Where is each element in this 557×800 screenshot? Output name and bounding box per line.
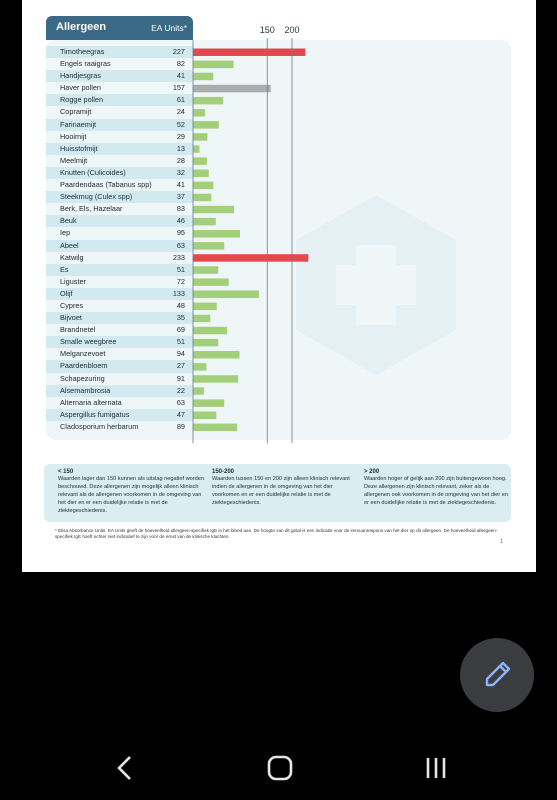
bar-farinaemijt [193, 121, 219, 129]
ea-value: 48 [176, 300, 185, 310]
bar-melganzevoet [193, 351, 240, 359]
tick-label-200: 200 [284, 25, 300, 35]
legend-high [364, 468, 512, 508]
bar-aspergillus-fumigatus [193, 412, 216, 420]
allergen-name: Haver pollen [60, 83, 101, 93]
allergen-name: Copramijt [60, 107, 92, 117]
bar-hooimijt [193, 133, 207, 141]
bar-berk-els-hazelaar [193, 206, 234, 214]
allergen-name: Rogge pollen [60, 95, 104, 105]
ea-value: 27 [176, 361, 185, 371]
bar-schapezuring [193, 375, 238, 383]
recent-apps-icon[interactable] [423, 755, 449, 781]
tick-label-150: 150 [259, 25, 275, 35]
bar-meelmijt [193, 157, 207, 165]
ea-value: 63 [176, 240, 185, 250]
bar-haver-pollen [193, 85, 271, 93]
ea-value: 37 [176, 192, 185, 202]
allergen-name: Engels raaigras [60, 59, 111, 69]
allergen-name: Schapezuring [60, 373, 105, 383]
legend-mid [212, 468, 360, 508]
allergen-column-header: Allergeen [56, 21, 107, 33]
bar-olijf [193, 291, 259, 299]
allergen-name: Cypres [60, 300, 84, 310]
bar-iep [193, 230, 240, 238]
bar-bijvoet [193, 315, 210, 323]
allergen-name: Paardendaas (Tabanus spp) [60, 180, 152, 190]
ea-value: 46 [176, 216, 185, 226]
bar-paardendaas-tabanus-spp- [193, 182, 213, 190]
allergen-name: Bijvoet [60, 313, 82, 323]
bar-handjesgras [193, 73, 213, 81]
bar-beuk [193, 218, 216, 226]
ea-value: 51 [176, 337, 185, 347]
allergen-name: Knutten (Culicoides) [60, 167, 126, 177]
allergen-name: Handjesgras [60, 71, 101, 81]
allergen-name: Olijf [60, 288, 73, 298]
bar-huisstofmijt [193, 145, 199, 153]
allergen-name: Melganzevoet [60, 349, 106, 359]
allergen-name: Alternaria alternata [60, 397, 122, 407]
edit-button[interactable] [460, 638, 534, 712]
allergen-name: Timotheegras [60, 47, 105, 56]
ea-value: 133 [172, 288, 185, 298]
ea-value: 63 [176, 397, 185, 407]
ea-value: 52 [176, 119, 185, 129]
bar-timotheegras [193, 49, 305, 57]
ea-value: 29 [176, 131, 185, 141]
allergen-name: Hooimijt [60, 131, 87, 141]
unit-column-header: EA Units* [151, 23, 187, 33]
bar-katwilg [193, 254, 308, 262]
allergen-name: Katwilg [60, 252, 84, 262]
ea-value: 61 [176, 95, 185, 105]
bar-paardenbloem [193, 363, 206, 371]
allergen-name: Paardenbloem [60, 361, 108, 371]
allergen-name: Liguster [60, 276, 86, 286]
legend-mid-text: Waarden tussen 150 en 200 zijn alleen klinisch relevant indien de allergenen in de omgeving van het dier voorkomen en er een duidelijke relatie is met de ziektegeschiedenis. [212, 476, 350, 506]
edit-pencil-icon [460, 638, 534, 712]
ea-value: 47 [176, 409, 185, 419]
allergen-name: Es [60, 264, 69, 274]
ea-value: 91 [176, 373, 185, 383]
legend-high-text: Waarden hoger of gelijk aan 200 zijn buitengewoon hoog. Deze allergenen zijn klinisch relevant, zeker als de allergenen ook voorkomen in de omgeving van het dier en er een duidelijke relatie is met de ziektegeschiedenis. [364, 476, 508, 506]
legend-low-text: Waarden lager dan 150 kunnen als uitslag negatief worden beschouwd. Deze allergenen zijn mogelijk alleen klinisch relevant als de allergenen voorkomen in de omgeving van het dier en er een duidelijke relatie is met de ziektegeschiedenis. [58, 476, 204, 514]
bar-liguster [193, 278, 229, 286]
ea-value: 32 [176, 167, 185, 177]
bar-cladosporium-herbarum [193, 424, 237, 432]
bar-abeel [193, 242, 224, 250]
allergen-name: Farinaemijt [60, 119, 97, 129]
ea-value: 233 [172, 252, 185, 262]
allergen-name: Meelmijt [60, 155, 88, 165]
footnote: * Elisa Absorbance Units. EA Units geeft de hoeveelheid allergeen-specifiek IgE in het bloed aan. De hoogte van dit getal is een indicatie voor de immuunrespons van het dier op dit allergeen. De hoeveelheid allergeen-specifiek IgE hoeft echter niet indicatief te zijn voor de ernst van de klinische klachten. [55, 528, 498, 540]
allergen-name: Smalle weegbree [60, 337, 117, 347]
bar-cypres [193, 303, 217, 311]
ea-value: 95 [176, 228, 185, 238]
legend-box [44, 464, 511, 522]
allergen-name: Abeel [60, 240, 79, 250]
back-icon[interactable] [112, 754, 138, 782]
bar-es [193, 266, 218, 274]
ea-value: 28 [176, 155, 185, 165]
bar-brandnetel [193, 327, 227, 335]
bar-smalle-weegbree [193, 339, 218, 347]
ea-value: 89 [176, 421, 185, 431]
allergen-name: Brandnetel [60, 325, 96, 335]
legend-low-title: < 150 [58, 469, 74, 475]
ea-value: 35 [176, 313, 185, 323]
allergen-name: Alsemambrosia [60, 385, 111, 395]
bar-engels-raaigras [193, 61, 234, 69]
ea-value: 82 [176, 59, 185, 69]
ea-value: 157 [172, 83, 185, 93]
bar-knutten-culicoides- [193, 170, 209, 178]
ea-value: 13 [176, 143, 185, 153]
bar-alternaria-alternata [193, 399, 224, 407]
ea-value: 41 [176, 180, 185, 190]
allergen-name: Berk, Els, Hazelaar [60, 204, 123, 214]
ea-value: 24 [176, 107, 185, 117]
bar-chart [22, 0, 536, 460]
allergen-name: Aspergillus fumigatus [60, 409, 130, 419]
ea-value: 72 [176, 276, 185, 286]
bar-rogge-pollen [193, 97, 223, 105]
allergen-name: Steekmug (Culex spp) [60, 192, 133, 202]
ea-value: 51 [176, 264, 185, 274]
ea-value: 94 [176, 349, 185, 359]
ea-value: 83 [176, 204, 185, 214]
bar-alsemambrosia [193, 387, 204, 395]
legend-high-title: > 200 [364, 469, 380, 475]
legend-low [58, 468, 206, 516]
legend-mid-title: 150-200 [212, 469, 235, 475]
ea-value: 22 [176, 385, 185, 395]
ea-value: 69 [176, 325, 185, 335]
ea-value: 41 [176, 71, 185, 81]
bar-copramijt [193, 109, 205, 117]
allergen-name: Beuk [60, 216, 77, 226]
allergen-name: Iep [60, 228, 71, 238]
home-icon[interactable] [266, 754, 294, 782]
bar-steekmug-culex-spp- [193, 194, 211, 202]
report-page [22, 0, 536, 572]
allergen-name: Cladosporium herbarum [60, 421, 139, 431]
allergen-name: Huisstofmijt [60, 143, 98, 153]
page-number: 1 [500, 539, 504, 545]
ea-value: 227 [172, 47, 185, 56]
